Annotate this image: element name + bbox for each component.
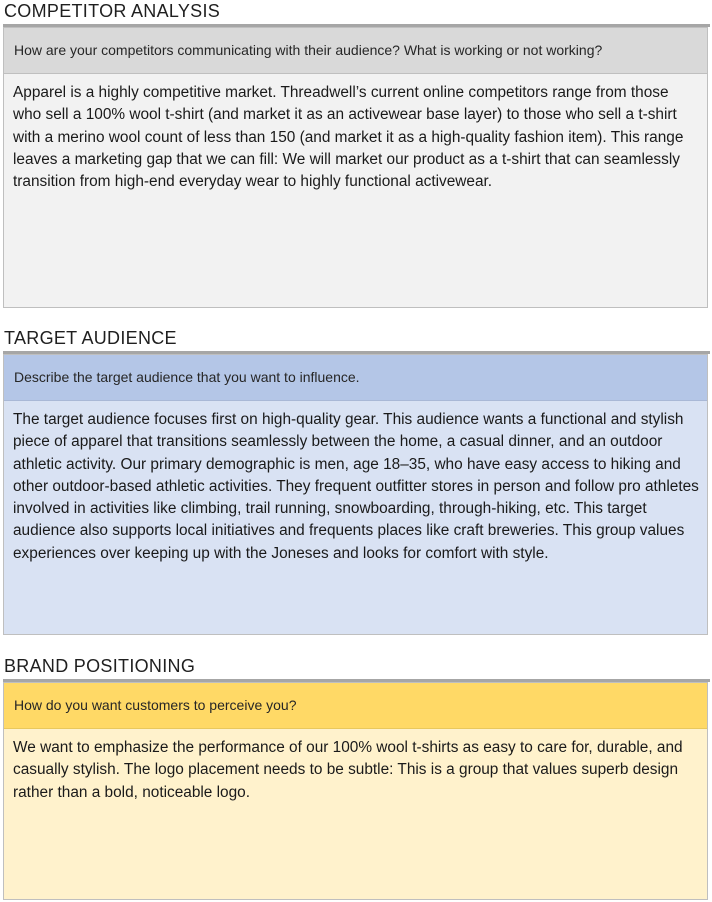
section-brand-positioning	[0, 655, 712, 901]
answer-text[interactable]: The target audience focuses first on high-quality gear. This audience wants a functional and stylish piece of apparel that transitions seamlessly between the home, a casual dinner, and an outdoor athletic activity. Our primary demographic is men, age 18–35, who have easy access to hiking and other outdoor-based athletic activities. They frequent outfitter stores in person and follow pro athletes involved in activities like climbing, trail running, snowboarding, through-hiking, etc. This target audience also supports local initiatives and frequents places like craft breweries. This group values experiences over keeping up with the Joneses and looks for comfort with style.	[4, 401, 707, 634]
section-prompt: Describe the target audience that you want to influence.	[4, 355, 707, 401]
section-target-audience	[0, 327, 712, 637]
section-box	[3, 682, 708, 900]
section-title: BRAND POSITIONING	[4, 656, 196, 676]
section-title: TARGET AUDIENCE	[4, 328, 177, 348]
answer-text[interactable]: We want to emphasize the performance of our 100% wool t-shirts as easy to care for, durable, and casually stylish. The logo placement needs to be subtle: This is a group that values superb design rather than a bold, noticeable logo.	[4, 729, 707, 899]
section-box	[3, 27, 708, 308]
section-title: COMPETITOR ANALYSIS	[4, 1, 221, 21]
section-box	[3, 354, 708, 635]
section-prompt: How are your competitors communicating with their audience? What is working or not working?	[4, 28, 707, 74]
section-prompt: How do you want customers to perceive you?	[4, 683, 707, 729]
section-competitor-analysis	[0, 0, 712, 310]
answer-text[interactable]: Apparel is a highly competitive market. Threadwell’s current online competitors range from those who sell a 100% wool t-shirt (and market it as an activewear base layer) to those who sell a t-shirt with a merino wool count of less than 150 (and market it as a high-quality fashion item). This range leaves a marketing gap that we can fill: We will market our product as a t-shirt that can seamlessly transition from high-end everyday wear to highly functional activewear.	[4, 74, 707, 307]
